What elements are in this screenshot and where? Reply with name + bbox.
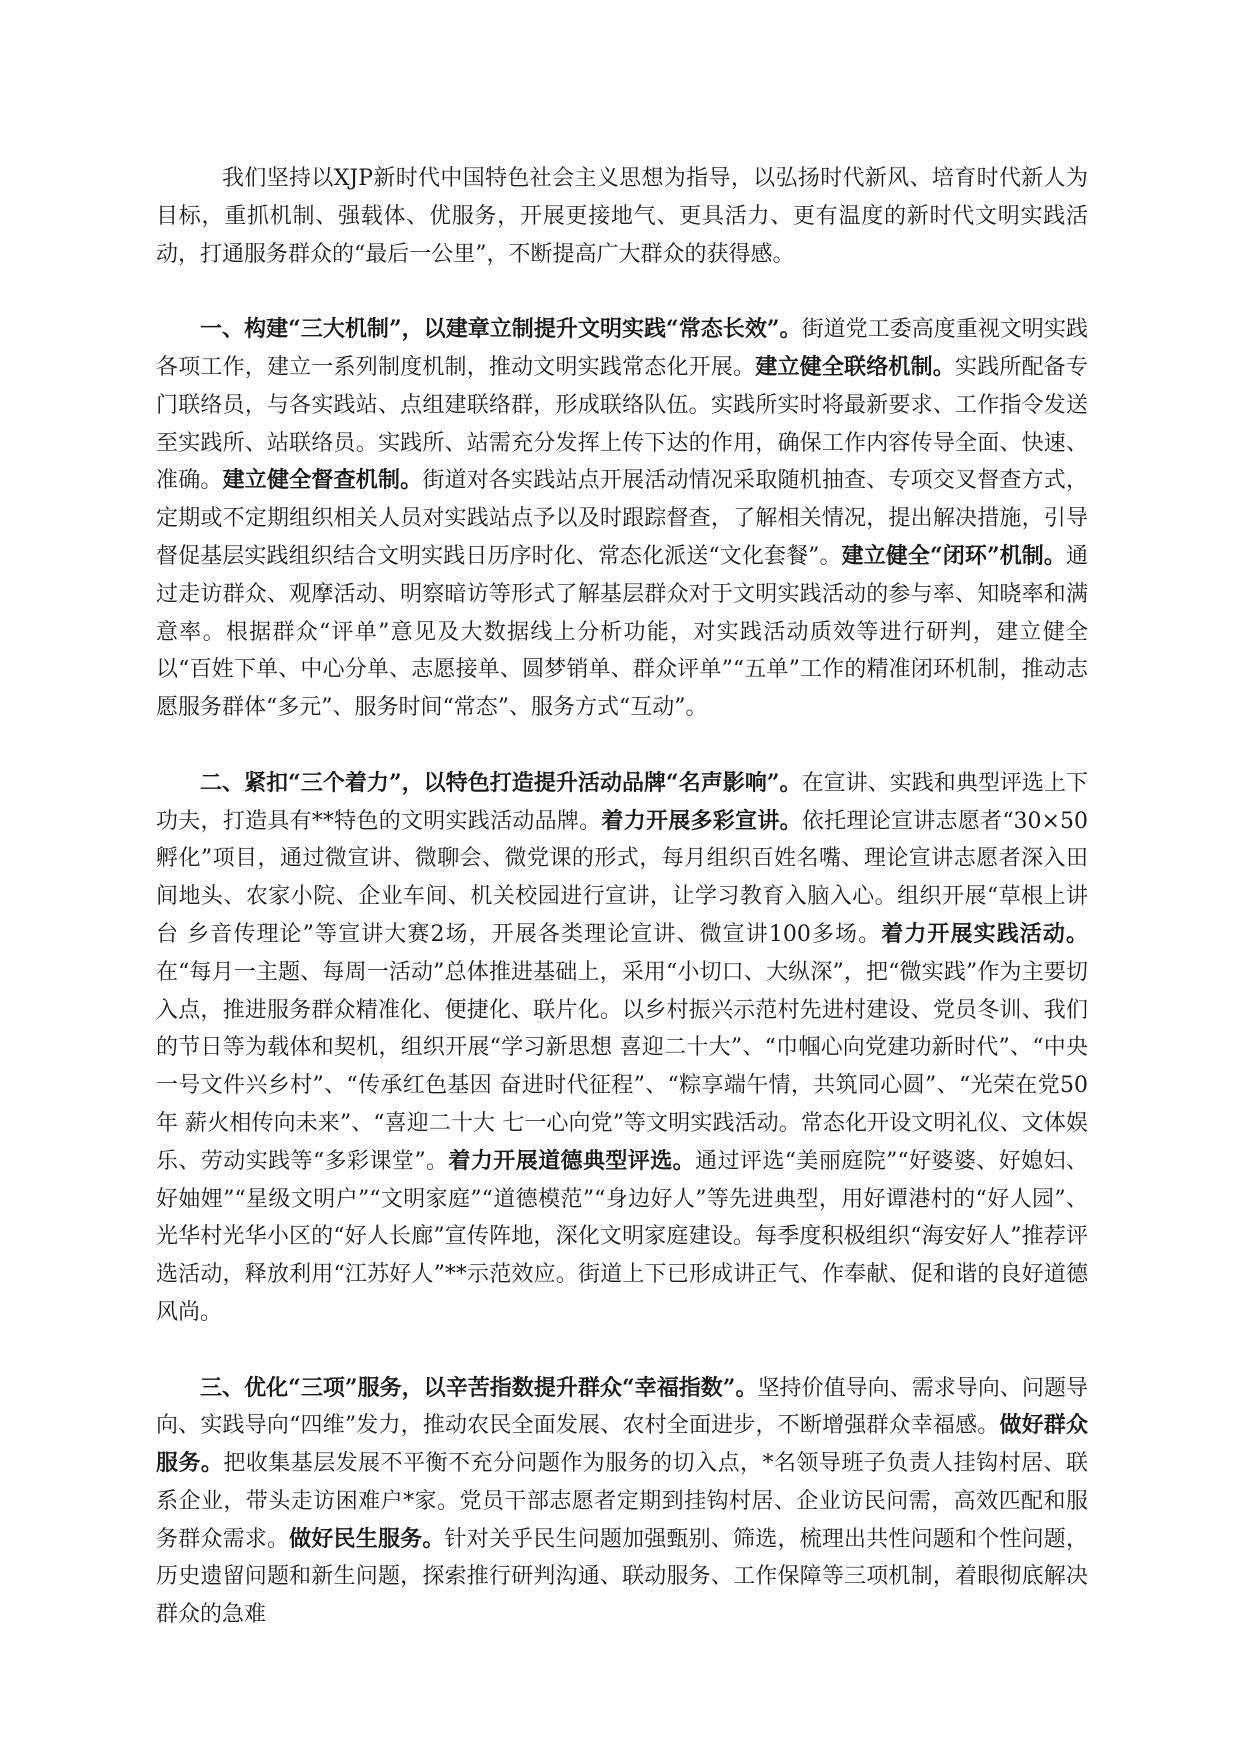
- public-service-heading: 做好群众服务。: [156, 1412, 1088, 1477]
- section-three-heading: 三、优化“三项”服务，以辛苦指数提升群众“幸福指数”。: [200, 1374, 758, 1401]
- liaison-mechanism-heading: 建立健全联络机制。: [755, 353, 955, 380]
- livelihood-service-heading: 做好民生服务。: [289, 1525, 445, 1552]
- lecture-text: 依托理论宣讲志愿者“30×50孵化”项目，通过微宣讲、微聊会、微党课的形式，每月组织百姓名嘴、理论宣讲志愿者深入田间地头、农家小院、企业车间、机关校园进行宣讲，让学习教育入脑入心。组织开展“草根上讲台 乡音传理论”等宣讲大赛2场，开展各类理论宣讲、微宣讲100多场。: [156, 808, 1088, 947]
- section-two-paragraph: [156, 765, 1088, 1332]
- paragraph-spacer: [156, 273, 1088, 311]
- closed-loop-mechanism-heading: 建立健全“闭环”机制。: [841, 542, 1066, 569]
- supervision-mechanism-heading: 建立健全督查机制。: [222, 467, 423, 494]
- section-two-heading: 二、紧扣“三个着力”，以特色打造提升活动品牌“名声影响”。: [200, 769, 802, 796]
- section-three-paragraph: [156, 1370, 1088, 1635]
- public-service-text: 把收集基层发展不平衡不充分问题作为服务的切入点，*名领导班子负责人挂钩村居、联系企业，带头走访困难户*家。党员干部志愿者定期到挂钩村居、企业访民问需，高效匹配和服务群众需求。: [156, 1451, 1088, 1552]
- section-three-text: 坚持价值导向、需求导向、问题导向、实践导向“四维”发力，推动农民全面发展、农村全面进步，不断增强群众幸福感。: [156, 1375, 1088, 1439]
- section-one-paragraph: [156, 311, 1088, 727]
- livelihood-service-text: 针对关乎民生问题加强甄别、筛选，梳理出共性问题和个性问题，历史遗留问题和新生问题，探索推行研判沟通、联动服务、工作保障等三项机制，着眼彻底解决群众的急难: [156, 1526, 1088, 1628]
- moral-model-heading: 着力开展道德典型评选。: [448, 1147, 696, 1174]
- lecture-heading: 着力开展多彩宣讲。: [601, 807, 802, 834]
- paragraph-spacer: [156, 1332, 1088, 1370]
- section-two-text: 在宣讲、实践和典型评选上下功夫，打造具有**特色的文明实践活动品牌。: [156, 770, 1088, 834]
- intro-text: 我们坚持以XJP新时代中国特色社会主义思想为指导，以弘扬时代新风、培育时代新人为目标，重抓机制、强载体、优服务，开展更接地气、更具活力、更有温度的新时代文明实践活动，打通服务群众的“最后一公里”，不断提高广大群众的获得感。: [156, 166, 1088, 267]
- paragraph-spacer: [156, 727, 1088, 765]
- document-body: [156, 160, 1088, 1634]
- closed-loop-mechanism-text: 通过走访群众、观摩活动、明察暗访等形式了解基层群众对于文明实践活动的参与率、知晓率和满意率。根据群众“评单”意见及大数据线上分析功能，对实践活动质效等进行研判，建立健全以“百姓下单、中心分单、志愿接单、圆梦销单、群众评单”“五单”工作的精准闭环机制，推动志愿服务群体“多元”、服务时间“常态”、服务方式“互动”。: [156, 543, 1089, 721]
- supervision-mechanism-text: 街道对各实践站点开展活动情况采取随机抽查、专项交叉督查方式，定期或不定期组织相关人员对实践站点予以及时跟踪督查，了解相关情况，提出解决措施，引导督促基层实践组织结合文明实践日历序时化、常态化派送“文化套餐”。: [156, 468, 1088, 569]
- section-one-text: 街道党工委高度重视文明实践各项工作，建立一系列制度机制，推动文明实践常态化开展。: [156, 317, 1088, 380]
- practice-activities-heading: 着力开展实践活动。: [881, 920, 1088, 947]
- liaison-mechanism-text: 实践所配备专门联络员，与各实践站、点组建联络群，形成联络队伍。实践所实时将最新要求、工作指令发送至实践所、站联络员。实践所、站需充分发挥上传下达的作用，确保工作内容传导全面、快速、准确。: [156, 354, 1088, 494]
- practice-activities-text: 在“每月一主题、每周一活动”总体推进基础上，采用“小切口、大纵深”，把“微实践”作为主要切入点，推进服务群众精准化、便捷化、联片化。以乡村振兴示范村先进村建设、党员冬训、我们的节日等为载体和契机，组织开展“学习新思想 喜迎二十大”、“巾帼心向党建功新时代”、“中央一号文件兴乡村”、“传承红色基因 奋进时代征程”、“粽享端午情，共筑同心圆”、“光荣在党50年 薪火相传向未来”、“喜迎二十大 七一心向党”等文明实践活动。常态化开设文明礼仪、文体娱乐、劳动实践等“多彩课堂”。: [156, 959, 1088, 1174]
- intro-paragraph: [156, 160, 1088, 273]
- moral-model-text: 通过评选“美丽庭院”“好婆婆、好媳妇、好妯娌”“星级文明户”“文明家庭”“道德模范”“身边好人”等先进典型，用好谭港村的“好人园”、光华村光华小区的“好人长廊”宣传阵地，深化文明家庭建设。每季度积极组织“海安好人”推荐评选活动，释放利用“江苏好人”**示范效应。街道上下已形成讲正气、作奉献、促和谐的良好道德风尚。: [156, 1148, 1088, 1325]
- section-one-heading: 一、构建“三大机制”，以建章立制提升文明实践“常态长效”。: [200, 316, 802, 343]
